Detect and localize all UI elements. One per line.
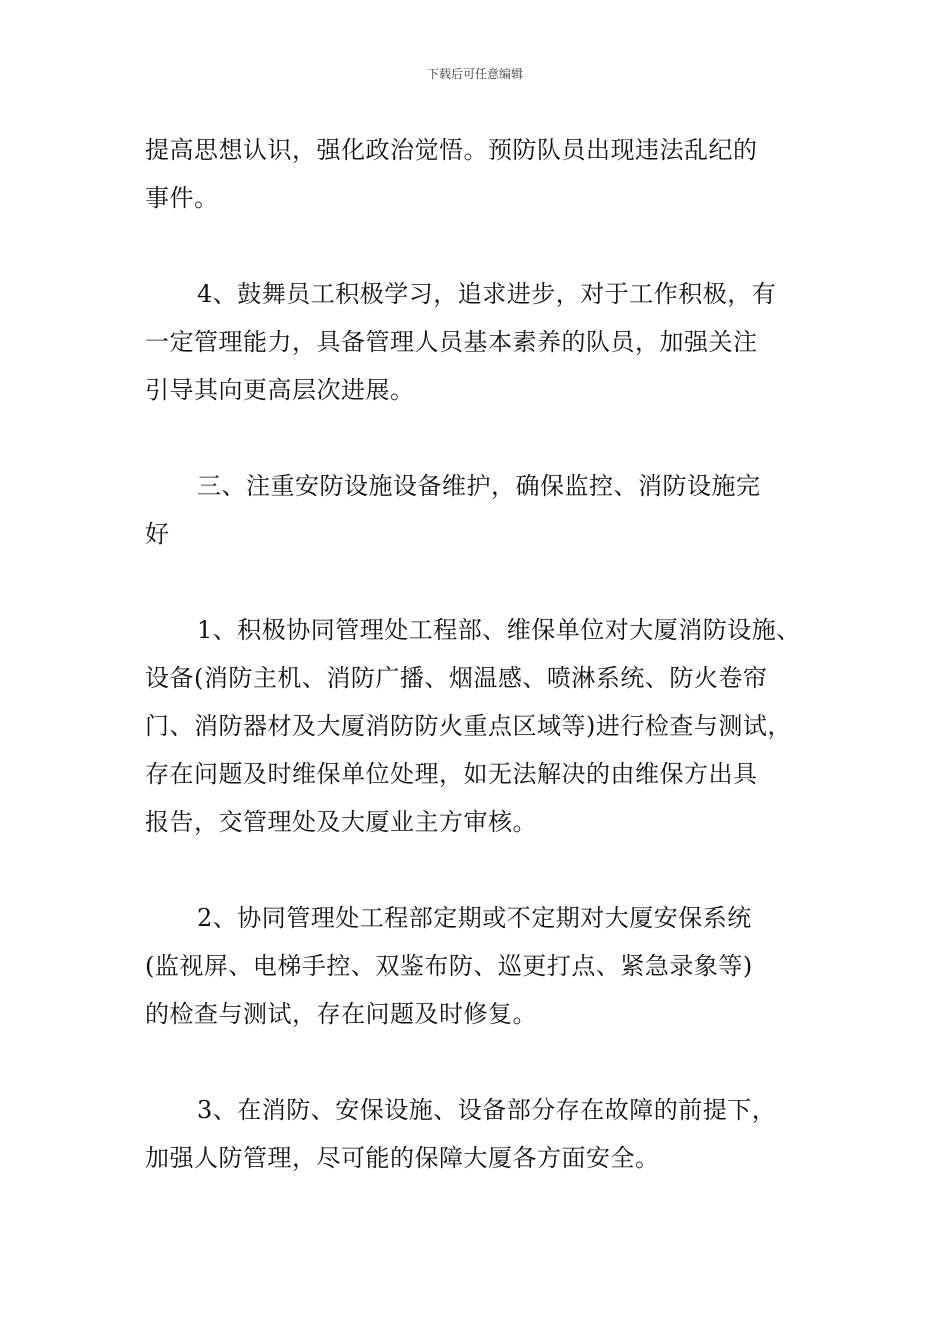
heading-line: 三、注重安防设施设备维护，确保监控、消防设施完 xyxy=(197,472,761,500)
paragraph-line: 一定管理能力，具备管理人员基本素养的队员，加强关注 xyxy=(145,328,758,356)
paragraph-line: 门、消防器材及大厦消防防火重点区域等)进行检查与测试， xyxy=(145,712,792,740)
paragraph-line: 的检查与测试，存在问题及时修复。 xyxy=(145,1000,537,1028)
paragraph-2 xyxy=(145,270,810,414)
paragraph-line: 1、积极协同管理处工程部、维保单位对大厦消防设施、 xyxy=(197,616,801,644)
paragraph-line: 提高思想认识，强化政治觉悟。预防队员出现违法乱纪的 xyxy=(145,136,758,164)
paragraph-line: 2、协同管理处工程部定期或不定期对大厦安保系统 xyxy=(197,904,752,932)
section-heading xyxy=(145,462,810,558)
paragraph-line: 存在问题及时维保单位处理，如无法解决的由维保方出具 xyxy=(145,760,758,788)
paragraph-line: 4、鼓舞员工积极学习，追求进步，对于工作积极，有 xyxy=(197,280,777,308)
paragraph-line: 引导其向更高层次进展。 xyxy=(145,376,415,404)
paragraph-line: (监视屏、电梯手控、双鉴布防、巡更打点、紧急录象等) xyxy=(145,952,753,980)
paragraph-line: 报告，交管理处及大厦业主方审核。 xyxy=(145,808,537,836)
heading-line: 好 xyxy=(145,520,170,548)
paragraph-line: 设备(消防主机、消防广播、烟温感、喷淋系统、防火卷帘 xyxy=(145,664,768,692)
paragraph-5 xyxy=(145,894,810,1038)
paragraph-4 xyxy=(145,606,810,846)
paragraph-line: 加强人防管理，尽可能的保障大厦各方面安全。 xyxy=(145,1144,660,1172)
paragraph-line: 事件。 xyxy=(145,184,219,212)
paragraph-6 xyxy=(145,1086,810,1182)
paragraph-line: 3、在消防、安保设施、设备部分存在故障的前提下， xyxy=(197,1096,777,1124)
page-header: 下载后可任意编辑 xyxy=(426,67,523,81)
document-body xyxy=(145,126,810,1182)
paragraph-1 xyxy=(145,126,810,222)
